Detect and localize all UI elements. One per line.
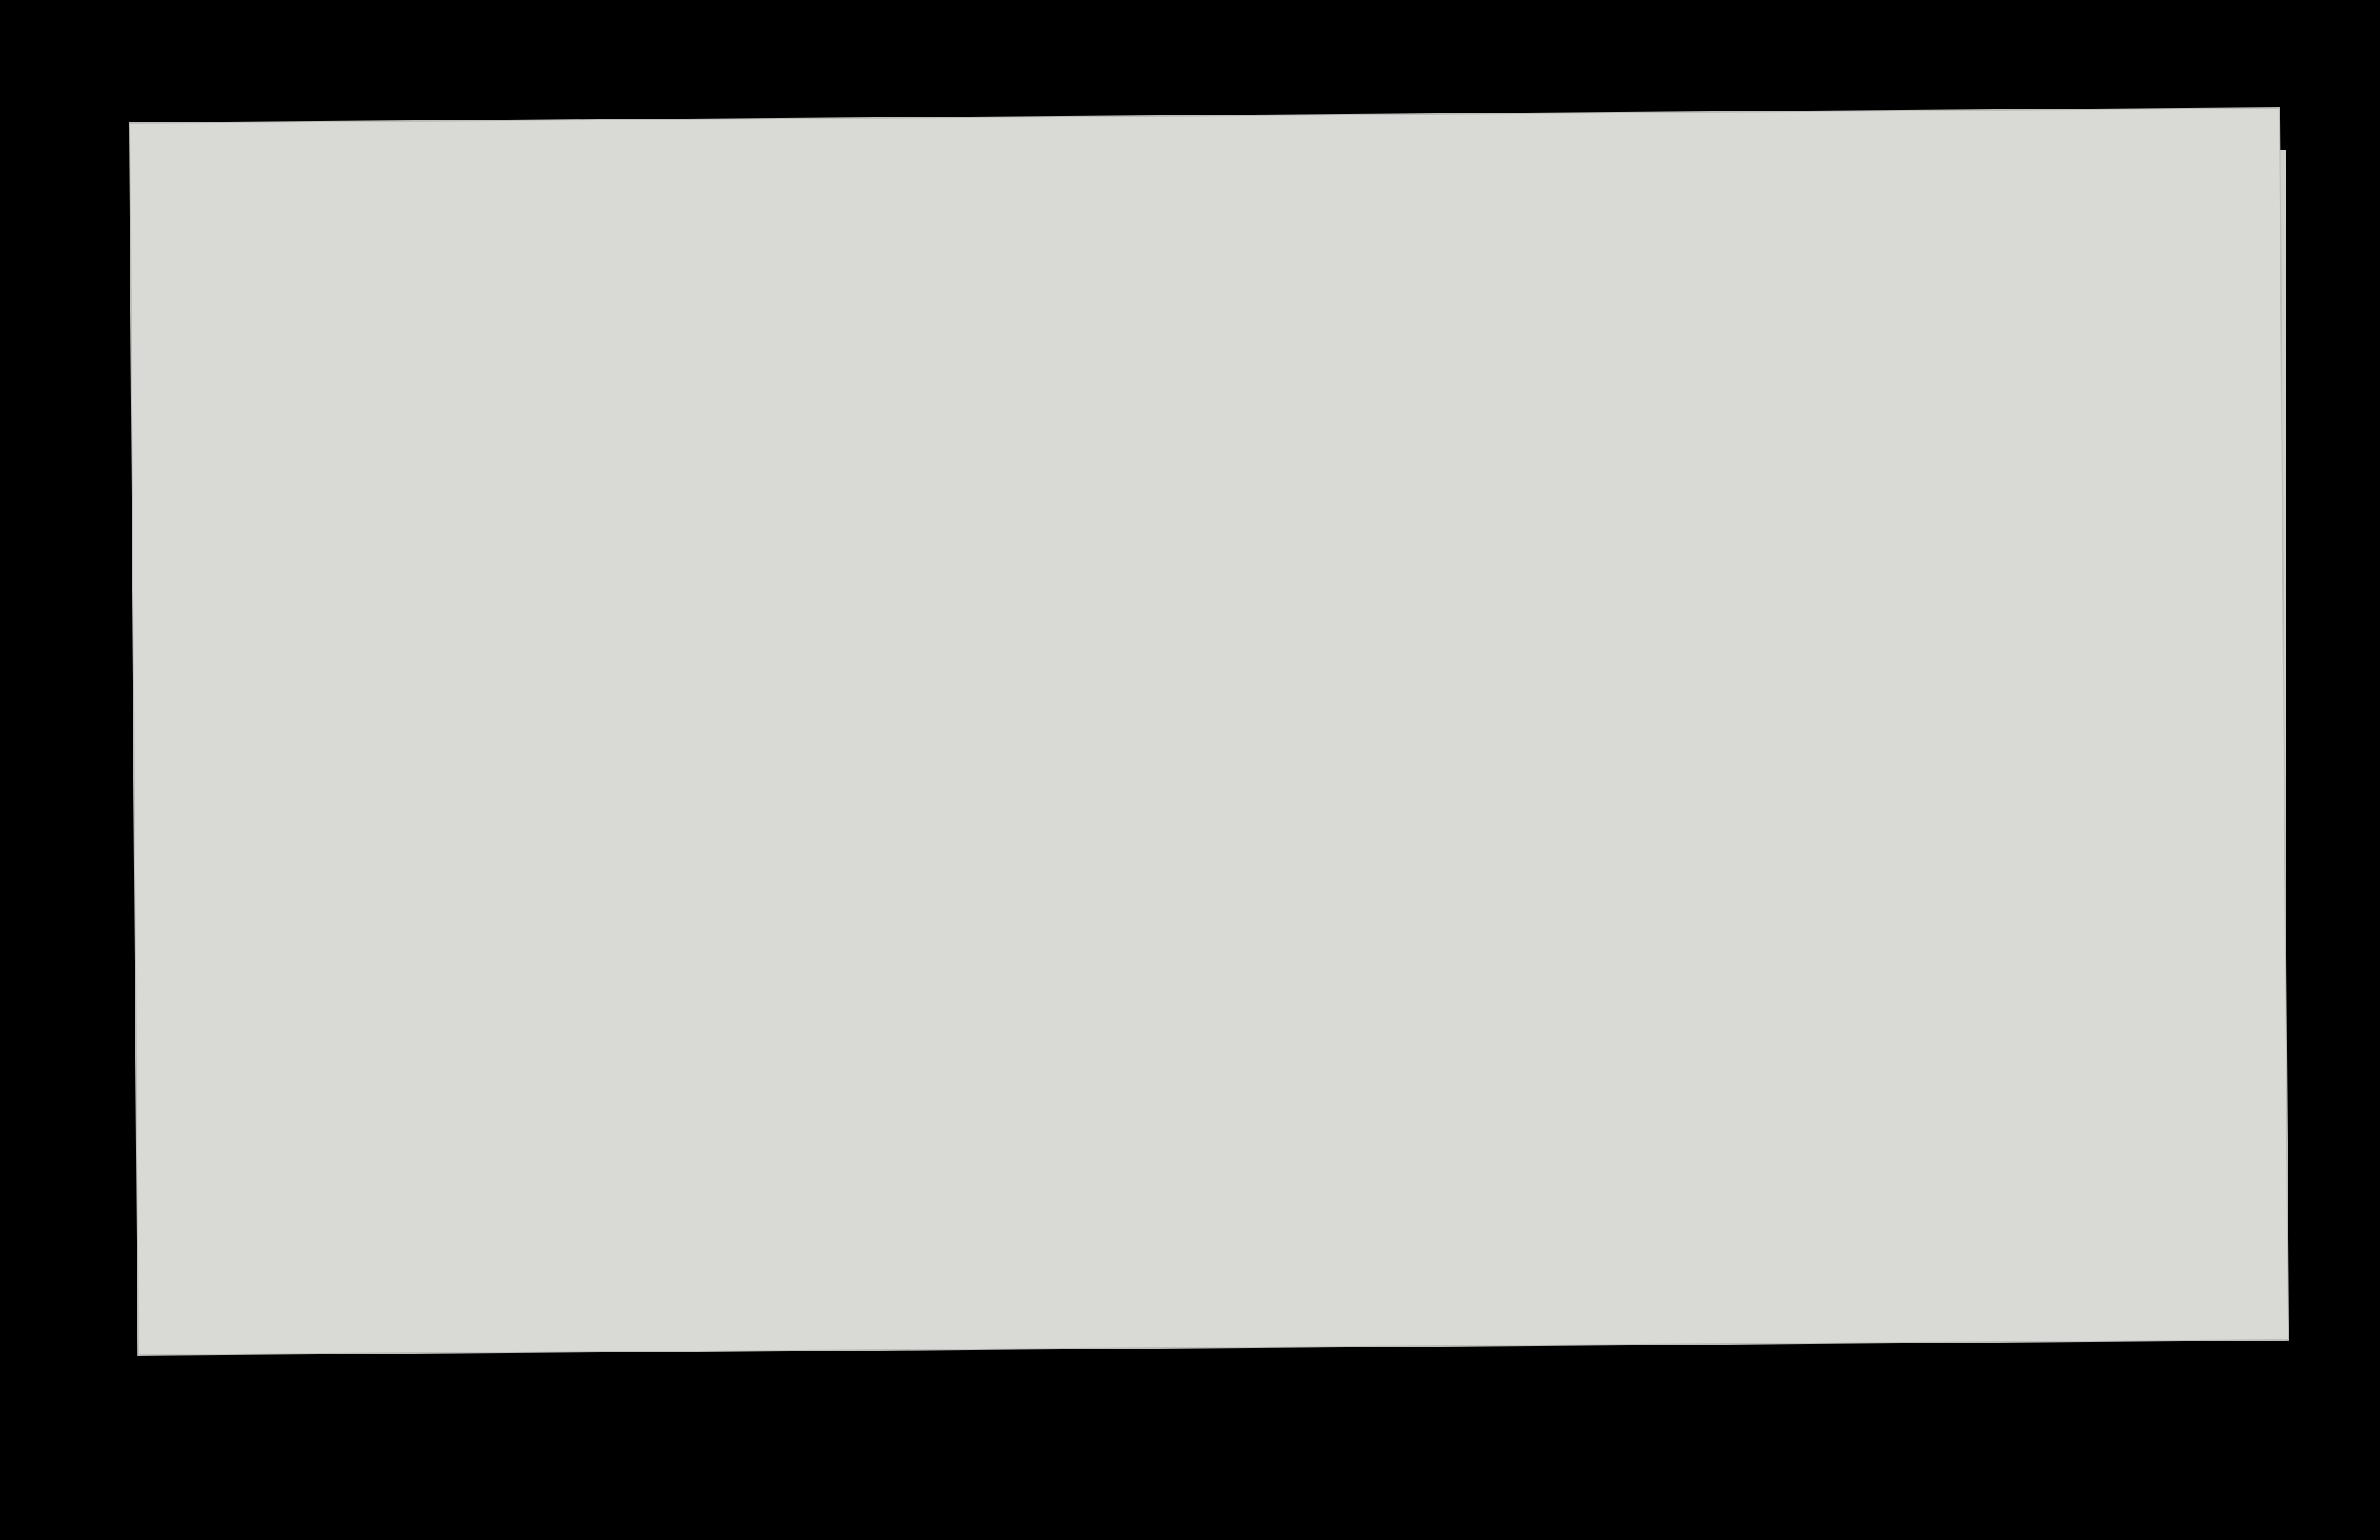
- census-card-sheet: [130, 109, 2288, 1354]
- bottom-lease-table: [130, 109, 2279, 124]
- top-crops-table: [130, 109, 2279, 124]
- middle-section: [130, 109, 2279, 124]
